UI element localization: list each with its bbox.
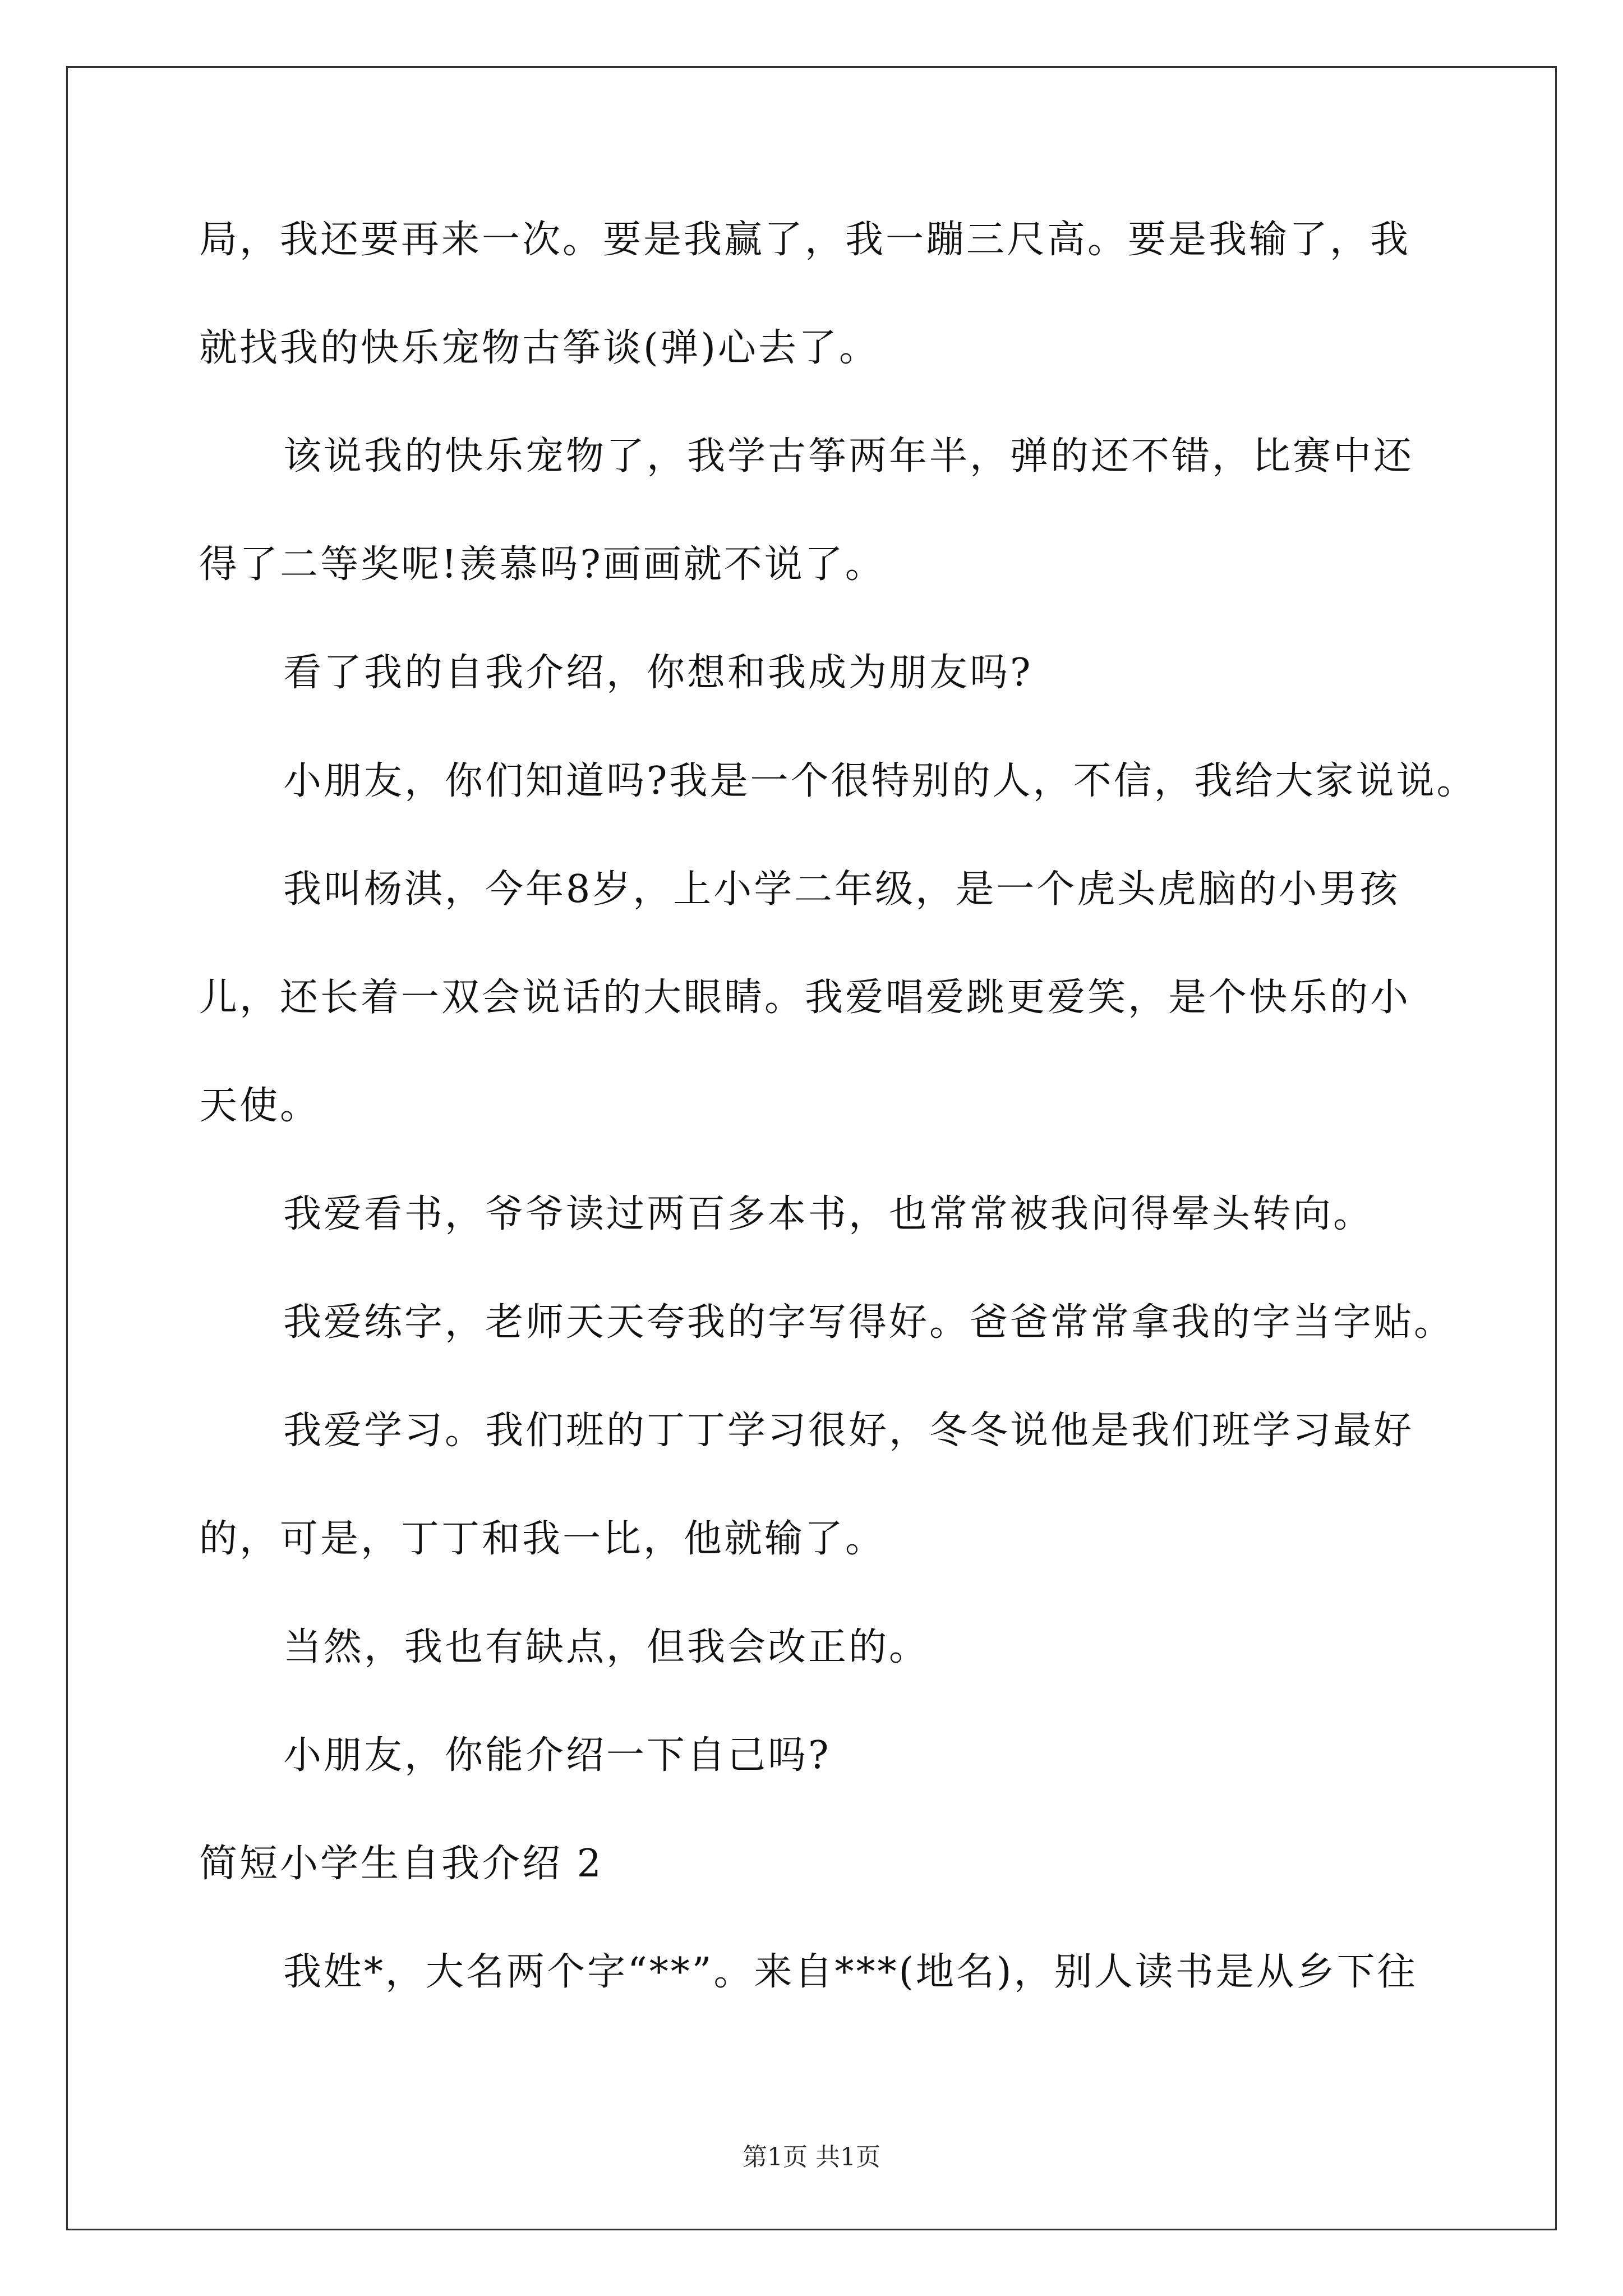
text-line-15: 小朋友，你能介绍一下自己吗?: [283, 1733, 831, 1778]
page-footer: 第1页 共1页: [743, 2143, 880, 2171]
text-line-14: 当然，我也有缺点，但我会改正的。: [283, 1625, 930, 1669]
text-line-11: 我爱练字，老师天天夸我的字写得好。爸爸常常拿我的字当字贴。: [283, 1300, 1455, 1345]
text-line-6: 小朋友，你们知道吗?我是一个很特别的人，不信，我给大家说说。: [283, 759, 1477, 803]
section-heading: 简短小学生自我介绍 2: [199, 1842, 603, 1886]
text-line-7: 我叫杨淇，今年8岁，上小学二年级，是一个虎头虎脑的小男孩: [283, 867, 1400, 912]
text-line-3: 该说我的快乐宠物了，我学古筝两年半，弹的还不错，比赛中还: [283, 434, 1414, 478]
text-line-10: 我爱看书，爷爷读过两百多本书，也常常被我问得晕头转向。: [283, 1192, 1374, 1236]
text-line-9: 天使。: [199, 1084, 321, 1128]
text-line-8: 儿，还长着一双会说话的大眼睛。我爱唱爱跳更爱笑，是个快乐的小: [199, 976, 1411, 1020]
page-border: [66, 66, 1557, 2230]
text-line-12: 我爱学习。我们班的丁丁学习很好，冬冬说他是我们班学习最好: [283, 1409, 1414, 1453]
text-line-2: 就找我的快乐宠物古筝谈(弹)心去了。: [199, 326, 880, 370]
text-line-1: 局，我还要再来一次。要是我赢了，我一蹦三尺高。要是我输了，我: [199, 218, 1411, 262]
text-line-5: 看了我的自我介绍，你想和我成为朋友吗?: [283, 651, 1033, 695]
text-line-4: 得了二等奖呢!羡慕吗?画画就不说了。: [199, 542, 886, 587]
text-line-17: 我姓*，大名两个字“**”。来自***(地名)，别人读书是从乡下往: [283, 1950, 1418, 1994]
text-line-13: 的，可是，丁丁和我一比，他就输了。: [199, 1517, 886, 1561]
